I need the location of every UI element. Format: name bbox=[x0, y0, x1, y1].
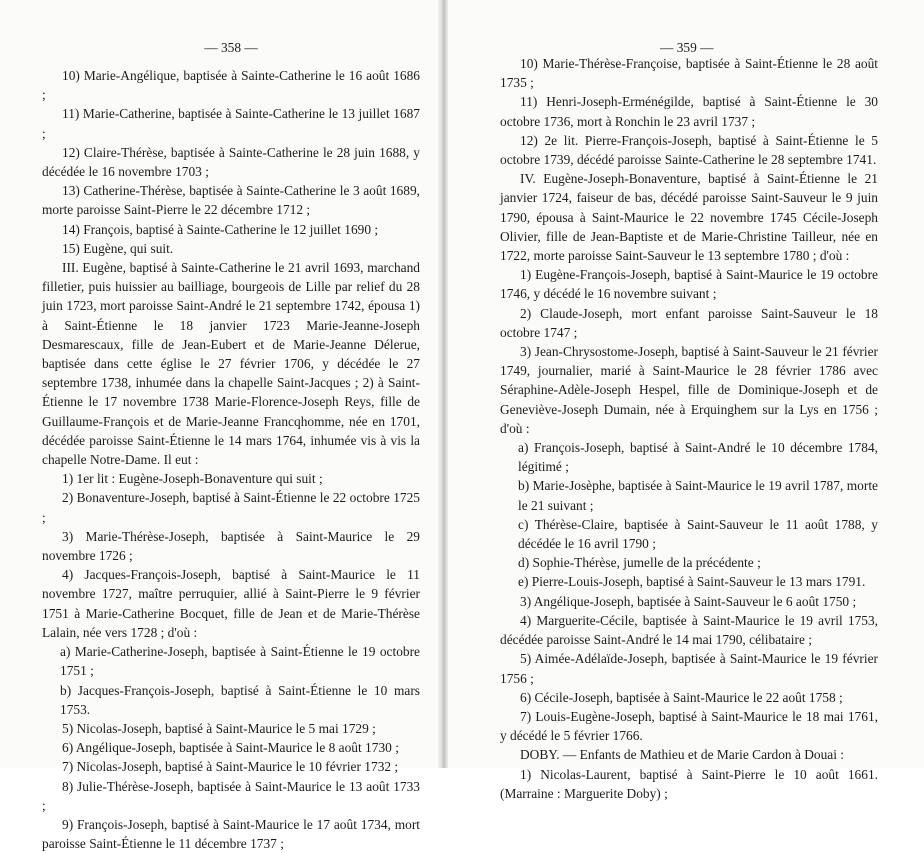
paragraph: 3) Marie-Thérèse-Joseph, baptisée à Saint-Maurice le 29 novembre 1726 ; bbox=[42, 528, 420, 564]
paragraph: 4) Marguerite-Cécile, baptisée à Saint-Maurice le 19 avril 1753, décédée paroisse Saint-André le 14 mai 1790, célibataire ; bbox=[500, 612, 878, 648]
paragraph: 7) Nicolas-Joseph, baptisé à Saint-Maurice le 10 février 1732 ; bbox=[62, 759, 399, 775]
paragraph: 5) Nicolas-Joseph, baptisé à Saint-Maurice le 5 mai 1729 ; bbox=[62, 720, 376, 736]
paragraph: 11) Marie-Catherine, baptisée à Sainte-Catherine le 13 juillet 1687 ; bbox=[42, 106, 420, 141]
paragraph: 7) Louis-Eugène-Joseph, baptisé à Saint-Maurice le 18 mai 1761, y décédé le 5 février 1766. bbox=[500, 708, 878, 744]
left-page-number: — 358 — bbox=[204, 40, 258, 55]
paragraph: 11) Henri-Joseph-Erménégilde, baptisé à Saint-Étienne le 30 octobre 1736, mort à Ronchin le 23 avril 1737 ; bbox=[500, 94, 878, 129]
paragraph: c) Thérèse-Claire, baptisée à Saint-Sauveur le 11 août 1788, y décédée le 16 avril 1790 ; bbox=[518, 516, 878, 552]
left-page-text bbox=[42, 66, 420, 853]
paragraph: 8) Julie-Thérèse-Joseph, baptisée à Saint-Maurice le 13 août 1733 ; bbox=[42, 778, 420, 813]
book-gutter bbox=[438, 0, 448, 768]
paragraph: 6) Angélique-Joseph, baptisée à Saint-Maurice le 8 août 1730 ; bbox=[62, 740, 399, 756]
paragraph: 2) Bonaventure-Joseph, baptisé à Saint-Étienne le 22 octobre 1725 ; bbox=[42, 490, 420, 525]
paragraph: 12) Claire-Thérèse, baptisée à Sainte-Catherine le 28 juin 1688, y décédée le 16 novembre 1703 ; bbox=[42, 144, 420, 180]
right-page bbox=[500, 0, 878, 801]
paragraph: 3) Jean-Chrysostome-Joseph, baptisé à Saint-Sauveur le 21 février 1749, journalier, marié à Saint-Maurice le 28 février 1786 avec Séraphine-Adèle-Joseph Hespel, fille de Dominique-Joseph et de Geneviève-Joseph Dumain, née à Erquinghem sur la Lys en 1756 ; d'où : bbox=[500, 344, 878, 436]
paragraph: 15) Eugène, qui suit. bbox=[62, 240, 174, 256]
paragraph: 14) François, baptisé à Sainte-Catherine le 12 juillet 1690 ; bbox=[62, 221, 379, 237]
paragraph: 12) 2e lit. Pierre-François-Joseph, baptisé à Saint-Étienne le 5 octobre 1739, décédé paroisse Sainte-Catherine le 28 septembre 1741. bbox=[500, 132, 878, 168]
paragraph: a) Marie-Catherine-Joseph, baptisée à Saint-Étienne le 19 octobre 1751 ; bbox=[60, 644, 420, 679]
paragraph: e) Pierre-Louis-Joseph, baptisé à Saint-Sauveur le 13 mars 1791. bbox=[518, 574, 866, 590]
paragraph: 1) Nicolas-Laurent, baptisé à Saint-Pierre le 10 août 1661. (Marraine : Marguerite Doby) ; bbox=[500, 766, 878, 801]
paragraph: 2) Claude-Joseph, mort enfant paroisse Saint-Sauveur le 18 octobre 1747 ; bbox=[500, 305, 878, 340]
paragraph: IV. Eugène-Joseph-Bonaventure, baptisé à Saint-Étienne le 21 janvier 1724, faiseur de bas, décédé paroisse Saint-Sauveur le 9 juin 1790, épousa à Saint-Maurice le 22 novembre 1745 Cécile-Joseph Olivier, fille de Jean-Baptiste et de Marie-Christine Tailleur, née en 1722, morte paroisse Saint-Sauveur le 13 septembre 1780 ; d'où : bbox=[500, 171, 878, 264]
paragraph: b) Marie-Josèphe, baptisée à Saint-Maurice le 19 avril 1787, morte le 21 suivant ; bbox=[518, 478, 878, 513]
paragraph: 1) 1er lit : Eugène-Joseph-Bonaventure qui suit ; bbox=[62, 471, 323, 487]
paragraph: 10) Marie-Thérèse-Françoise, baptisée à Saint-Étienne le 28 août 1735 ; bbox=[500, 56, 878, 91]
paragraph: 10) Marie-Angélique, baptisée à Sainte-Catherine le 16 août 1686 ; bbox=[42, 68, 420, 103]
paragraph: d) Sophie-Thérèse, jumelle de la précédente ; bbox=[518, 555, 761, 571]
paragraph: 3) Angélique-Joseph, baptisée à Saint-Sauveur le 6 août 1750 ; bbox=[520, 593, 857, 609]
right-page-text bbox=[500, 54, 878, 803]
paragraph: 5) Aimée-Adélaïde-Joseph, baptisée à Saint-Maurice le 19 février 1756 ; bbox=[500, 651, 878, 686]
paragraph: 4) Jacques-François-Joseph, baptisé à Saint-Maurice le 11 novembre 1727, maître perruquier, allié à Saint-Pierre le 9 février 1751 à Marie-Catherine Bocquet, fille de Jean et de Marie-Thérèse Lalain, née vers 1728 ; d'où : bbox=[42, 567, 420, 640]
paragraph: 6) Cécile-Joseph, baptisée à Saint-Maurice le 22 août 1758 ; bbox=[520, 689, 843, 705]
paragraph: b) Jacques-François-Joseph, baptisé à Saint-Étienne le 10 mars 1753. bbox=[60, 682, 420, 717]
right-page-number: — 359 — bbox=[660, 40, 714, 55]
paragraph: DOBY. — Enfants de Mathieu et de Marie Cardon à Douai : bbox=[520, 747, 845, 763]
paragraph: 13) Catherine-Thérèse, baptisée à Sainte-Catherine le 3 août 1689, morte paroisse Saint-Pierre le 22 décembre 1712 ; bbox=[42, 183, 420, 218]
paragraph: a) François-Joseph, baptisé à Saint-André le 10 décembre 1784, légitimé ; bbox=[518, 440, 878, 475]
left-page bbox=[42, 0, 420, 852]
paragraph: III. Eugène, baptisé à Sainte-Catherine le 21 avril 1693, marchand filletier, puis huissier au bailliage, bourgeois de Lille par relief du 28 juin 1723, mort paroisse Saint-André le 21 septembre 1742, épousa 1) à Saint-Étienne le 18 janvier 1723 Marie-Jeanne-Joseph Desmarescaux, fille de Jean-Eubert et de Marie-Jeanne Délerue, baptisée dans cette église le 27 février 1706, y décédée le 27 septembre 1738, inhumée dans la chapelle Saint-Jacques ; 2) à Saint-Étienne le 17 novembre 1738 Marie-Florence-Joseph Reys, fille de Guillaume-François et de Marie-Jeanne Francqhomme, née en 1701, décédée paroisse Saint-Étienne le 14 mars 1764, inhumée vis à vis la chapelle Notre-Dame. Il eut : bbox=[42, 260, 420, 468]
paragraph: 9) François-Joseph, baptisé à Saint-Maurice le 17 août 1734, mort paroisse Saint-Étienne le 11 décembre 1737 ; bbox=[42, 816, 420, 852]
paragraph: 1) Eugène-François-Joseph, baptisé à Saint-Maurice le 19 octobre 1746, y décédé le 16 novembre suivant ; bbox=[500, 267, 878, 302]
